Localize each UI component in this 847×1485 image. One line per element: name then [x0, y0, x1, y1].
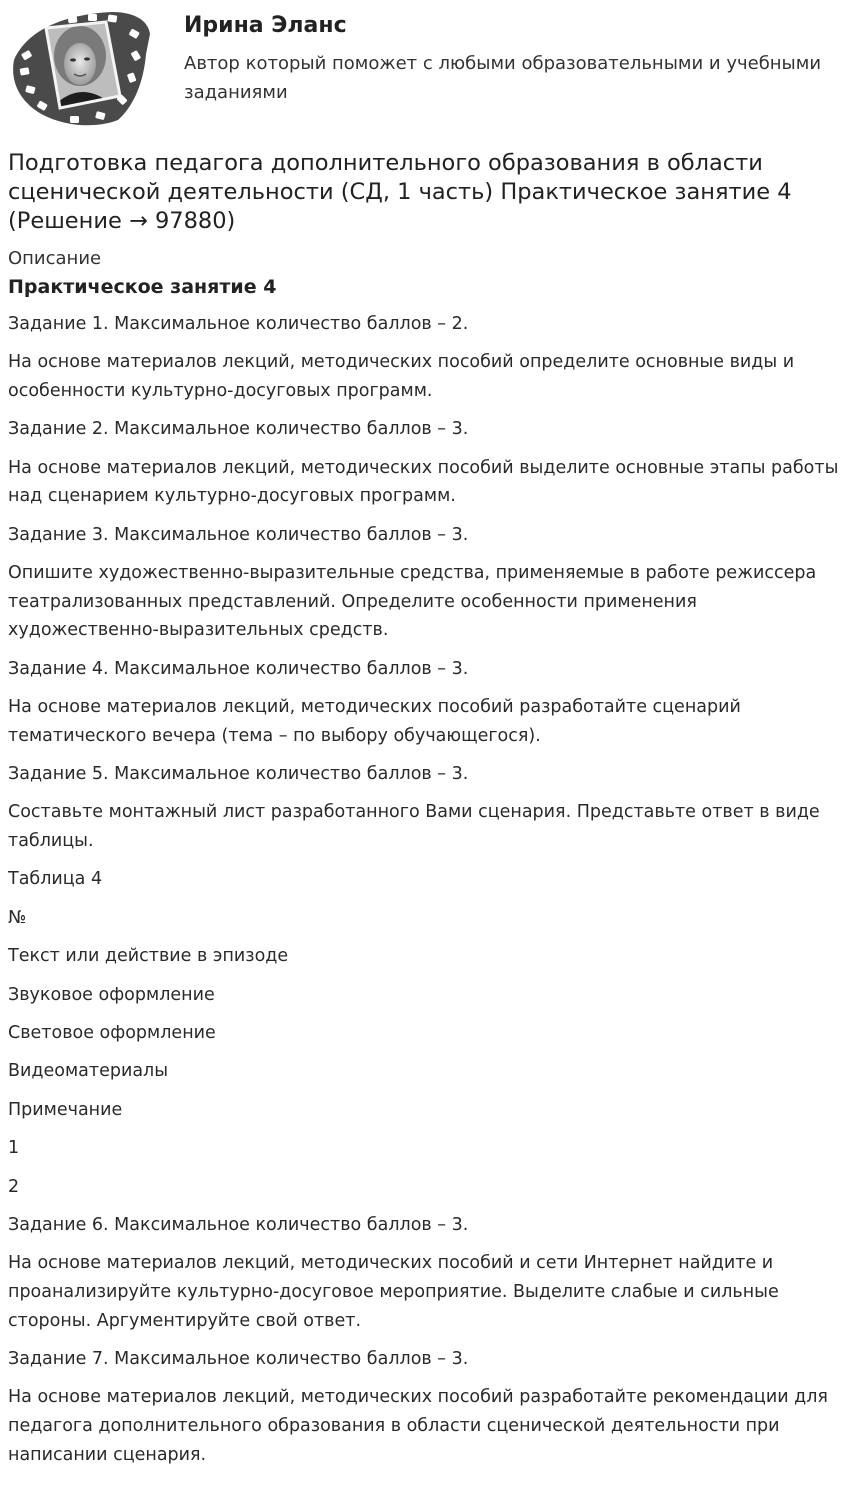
paragraph: На основе материалов лекций, методических пособий и сети Интернет найдите и проанализируйте культурно-досуговое мероприятие. Выделите слабые и сильные стороны. Аргументируйте свой ответ.: [8, 1253, 779, 1331]
paragraph: На основе материалов лекций, методических пособий разработайте рекомендации для педагога дополнительного образования в области сценической деятельности при написании сценария.: [8, 1387, 828, 1465]
paragraph: Задание 6. Максимальное количество баллов – 3.: [8, 1214, 469, 1235]
paragraph-list: [8, 310, 840, 1469]
paragraph: Примечание: [8, 1099, 123, 1120]
paragraph: Текст или действие в эпизоде: [8, 946, 289, 967]
avatar-film-frame: [8, 8, 152, 128]
paragraph: Световое оформление: [8, 1023, 216, 1044]
paragraph: №: [8, 907, 27, 928]
author-block: [0, 0, 847, 135]
paragraph: Задание 5. Максимальное количество баллов – 3.: [8, 764, 469, 785]
paragraph: На основе материалов лекций, методических пособий разработайте сценарий тематического вечера (тема – по выбору обучающегося).: [8, 697, 741, 746]
paragraph: Задание 7. Максимальное количество баллов – 3.: [8, 1348, 469, 1369]
paragraph: Задание 3. Максимальное количество баллов – 3.: [8, 524, 469, 545]
paragraph: На основе материалов лекций, методических пособий выделите основные этапы работы над сценарием культурно-досуговых программ.: [8, 457, 839, 507]
paragraph: Видеоматериалы: [8, 1061, 169, 1082]
paragraph: Опишите художественно-выразительные средства, применяемые в работе режиссера театрализованных представлений. Определите особенности применения художественно-выразительных средств.: [8, 563, 817, 641]
paragraph: Составьте монтажный лист разработанного Вами сценария. Представьте ответ в виде таблицы.: [8, 802, 820, 852]
author-avatar[interactable]: [8, 8, 152, 128]
author-name[interactable]: Ирина Эланс: [184, 13, 347, 38]
description-label: Описание: [8, 248, 102, 269]
paragraph: Задание 1. Максимальное количество баллов – 2.: [8, 314, 469, 334]
paragraph: Звуковое оформление: [8, 984, 215, 1005]
paragraph: На основе материалов лекций, методических пособий определите основные виды и особенности культурно-досуговых программ.: [8, 352, 795, 401]
author-description: Автор который поможет с любыми образовательными и учебными заданиями: [184, 53, 822, 103]
document-content: [8, 149, 840, 1479]
paragraph: Таблица 4: [8, 869, 103, 890]
paragraph: Задание 4. Максимальное количество баллов – 3.: [8, 658, 469, 679]
document-title: Подготовка педагога дополнительного образования в области сценической деятельности (СД, 1 часть) Практическое занятие 4 (Решение → 97880): [8, 150, 792, 234]
paragraph: Задание 2. Максимальное количество баллов – 3.: [8, 419, 469, 440]
paragraph: 1: [8, 1138, 20, 1159]
paragraph: 2: [8, 1176, 20, 1197]
section-heading: Практическое занятие 4: [8, 276, 277, 298]
